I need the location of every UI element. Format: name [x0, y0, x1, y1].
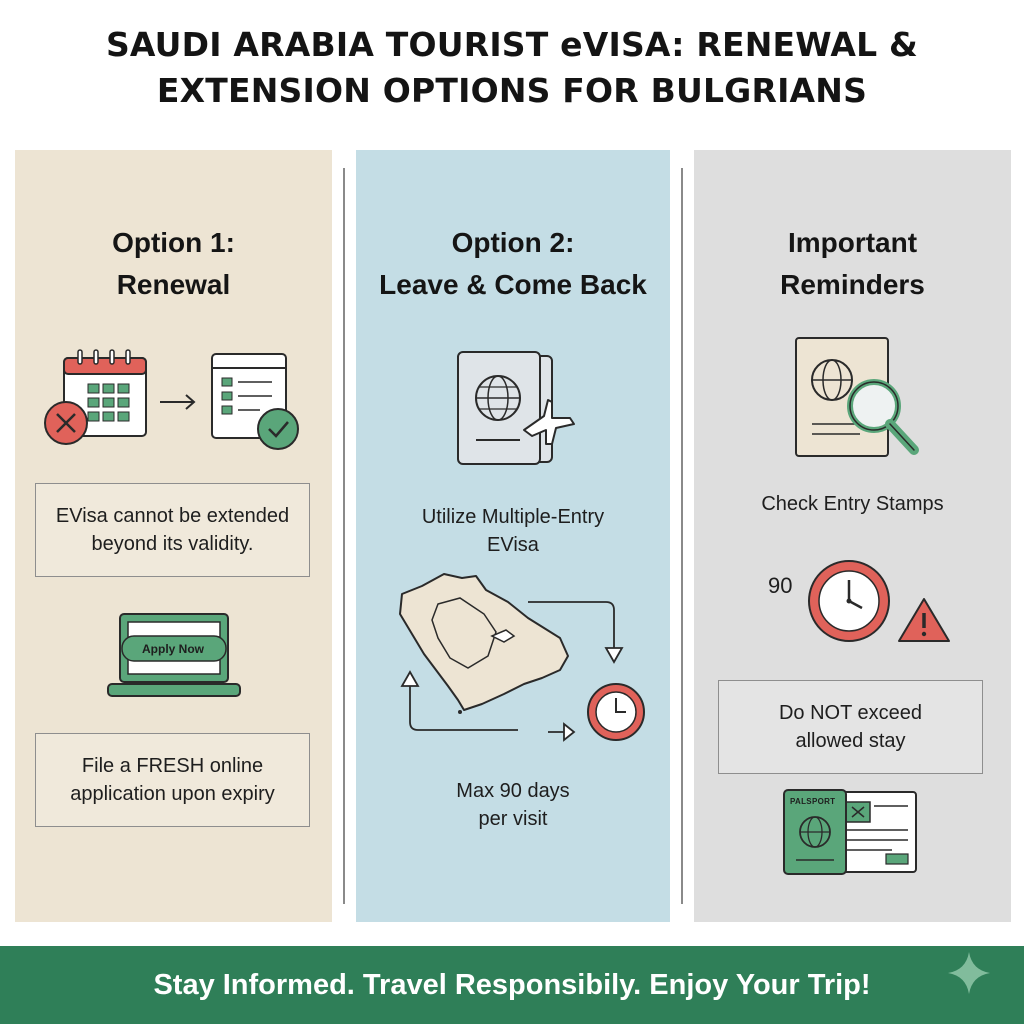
- divider-left: [343, 168, 345, 904]
- passport-plane-icon: [452, 348, 578, 468]
- title-line-2: EXTENSION OPTIONS FOR BULGRIANS: [156, 71, 868, 110]
- panel-reminders-heading: [694, 222, 1011, 306]
- apply-now-button[interactable]: Apply Now: [142, 642, 204, 656]
- info-box-do-not-exceed: [718, 680, 983, 774]
- box-line-2: application upon expiry: [70, 783, 275, 805]
- clock-icon: [806, 558, 892, 644]
- multiple-entry-text: [356, 503, 670, 559]
- passport-label: PALSPORT: [790, 797, 836, 806]
- footer-text: Stay Informed. Travel Responsibily. Enjoy Your Trip!: [153, 969, 871, 1001]
- warning-icon: [896, 596, 952, 644]
- heading-line-2: Leave & Come Back: [379, 269, 647, 300]
- page-title: [0, 22, 1024, 114]
- heading-line-1: Option 1:: [112, 227, 235, 258]
- calendar-approved-icon: [208, 350, 308, 450]
- check-entry-stamps-text: Check Entry Stamps: [761, 493, 944, 515]
- box-line-1: Do NOT exceed: [778, 702, 923, 724]
- title-line-1: SAUDI ARABIA TOURIST eVISA: RENEWAL &: [105, 25, 919, 64]
- max-days-text: [356, 777, 670, 833]
- text-line-1: Max 90 days: [456, 780, 570, 802]
- heading-line-1: Important: [787, 227, 918, 258]
- saudi-map-icon: [392, 566, 652, 750]
- box-line-2: beyond its validity.: [91, 533, 254, 555]
- heading-line-2: Reminders: [780, 269, 925, 300]
- heading-line-2: Renewal: [116, 269, 231, 300]
- text-line-2: per visit: [478, 808, 548, 830]
- arrow-right-icon: [158, 392, 198, 412]
- text-line-2: EVisa: [487, 534, 539, 556]
- document-magnifier-icon: [790, 334, 930, 460]
- text-line-1: Utilize Multiple-Entry: [421, 506, 605, 528]
- calendar-expired-icon: [40, 346, 155, 446]
- panel-leave-heading: [356, 222, 670, 306]
- sparkle-icon: [944, 948, 994, 998]
- info-box-fresh-application: [35, 733, 310, 827]
- box-line-1: File a FRESH online: [81, 755, 264, 777]
- divider-right: [681, 168, 683, 904]
- info-box-no-extension: [35, 483, 310, 577]
- box-line-1: EVisa cannot be extended: [55, 505, 290, 527]
- footer-banner: [0, 946, 1024, 1024]
- heading-line-1: Option 2:: [451, 227, 575, 258]
- box-line-2: allowed stay: [795, 730, 906, 752]
- panel-renewal-heading: [15, 222, 332, 306]
- days-limit-label: 90: [768, 573, 793, 598]
